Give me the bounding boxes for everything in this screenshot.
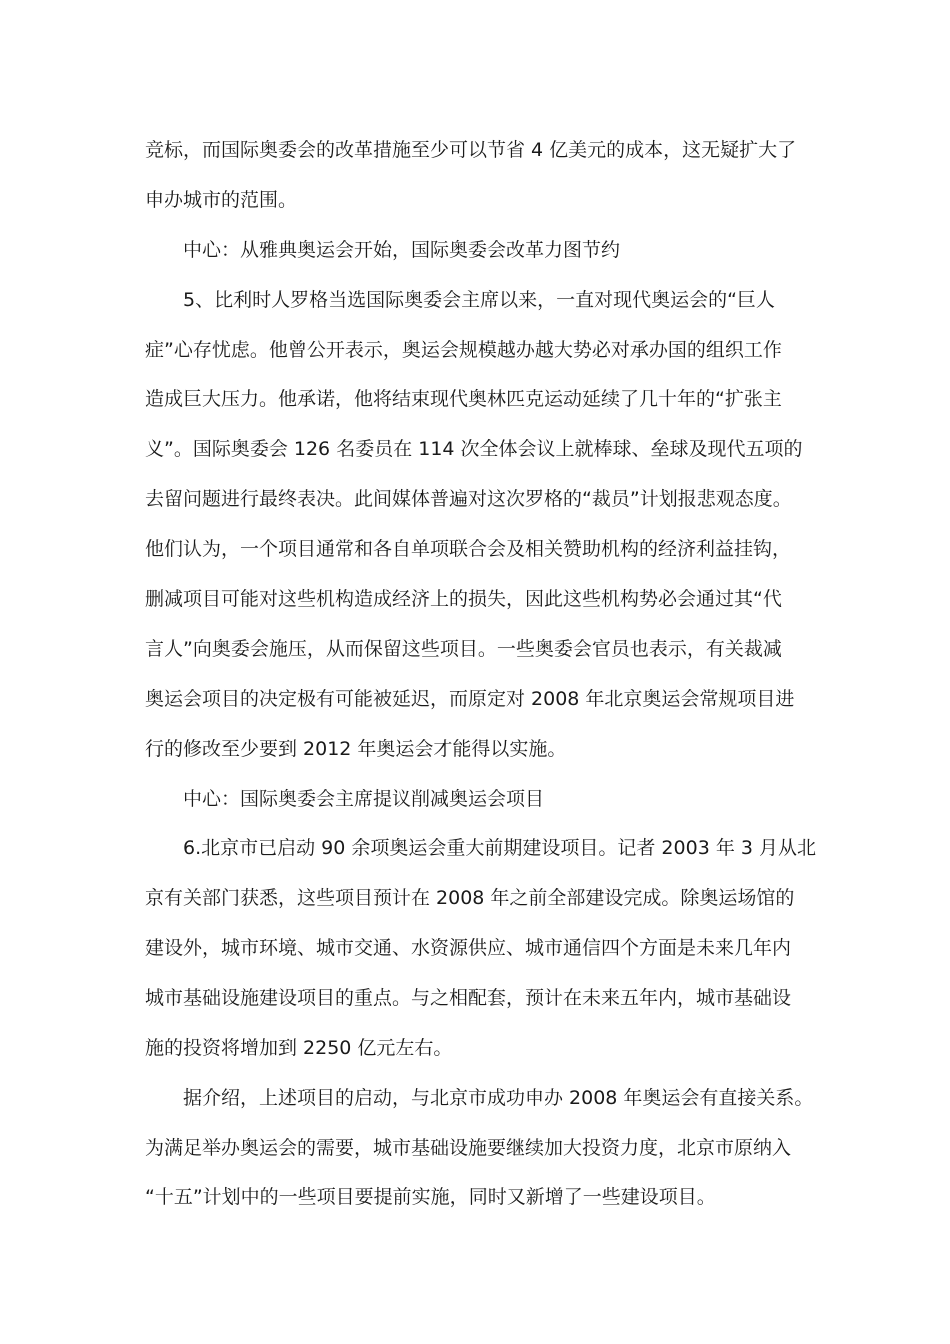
text-line: 去留问题进行最终表决。此间媒体普遍对这次罗格的“裁员”计划报悲观态度。 bbox=[145, 488, 792, 510]
text-line: 建设外，城市环境、城市交通、水资源供应、城市通信四个方面是未来几年内 bbox=[145, 937, 792, 959]
text-line: 施的投资将增加到 2250 亿元左右。 bbox=[145, 1037, 453, 1059]
text-line: 他们认为，一个项目通常和各自单项联合会及相关赞助机构的经济利益挂钩， bbox=[145, 538, 792, 560]
text-line: 为满足举办奥运会的需要，城市基础设施要继续加大投资力度，北京市原纳入 bbox=[145, 1137, 792, 1159]
text-line: 城市基础设施建设项目的重点。与之相配套，预计在未来五年内，城市基础设 bbox=[145, 987, 792, 1009]
section-summary: 中心：国际奥委会主席提议削减奥运会项目 bbox=[183, 788, 545, 810]
text-line: 造成巨大压力。他承诺，他将结束现代奥林匹克运动延续了几十年的“扩张主 bbox=[145, 388, 782, 410]
text-line: 申办城市的范围。 bbox=[145, 189, 298, 211]
text-line: 行的修改至少要到 2012 年奥运会才能得以实施。 bbox=[145, 738, 567, 760]
section-summary: 中心：从雅典奥运会开始，国际奥委会改革力图节约 bbox=[183, 239, 621, 261]
text-line: 京有关部门获悉，这些项目预计在 2008 年之前全部建设完成。除奥运场馆的 bbox=[145, 887, 795, 909]
text-line: 症”心存忧虑。他曾公开表示，奥运会规模越办越大势必对承办国的组织工作 bbox=[145, 339, 782, 361]
text-line: 竞标，而国际奥委会的改革措施至少可以节省 4 亿美元的成本，这无疑扩大了 bbox=[145, 139, 797, 161]
text-line: 删减项目可能对这些机构造成经济上的损失，因此这些机构势必会通过其“代 bbox=[145, 588, 782, 610]
text-line: 义”。国际奥委会 126 名委员在 114 次全体会议上就棒球、垒球及现代五项的 bbox=[145, 438, 803, 460]
paragraph-start: 5、比利时人罗格当选国际奥委会主席以来，一直对现代奥运会的“巨人 bbox=[183, 289, 775, 311]
paragraph-start: 6.北京市已启动 90 余项奥运会重大前期建设项目。记者 2003 年 3 月从北 bbox=[183, 837, 816, 859]
text-line: 奥运会项目的决定极有可能被延迟，而原定对 2008 年北京奥运会常规项目进 bbox=[145, 688, 795, 710]
paragraph-start: 据介绍，上述项目的启动，与北京市成功申办 2008 年奥运会有直接关系。 bbox=[183, 1087, 814, 1109]
text-line: 言人”向奥委会施压，从而保留这些项目。一些奥委会官员也表示，有关裁减 bbox=[145, 638, 782, 660]
text-line: “十五”计划中的一些项目要提前实施，同时又新增了一些建设项目。 bbox=[145, 1186, 716, 1208]
